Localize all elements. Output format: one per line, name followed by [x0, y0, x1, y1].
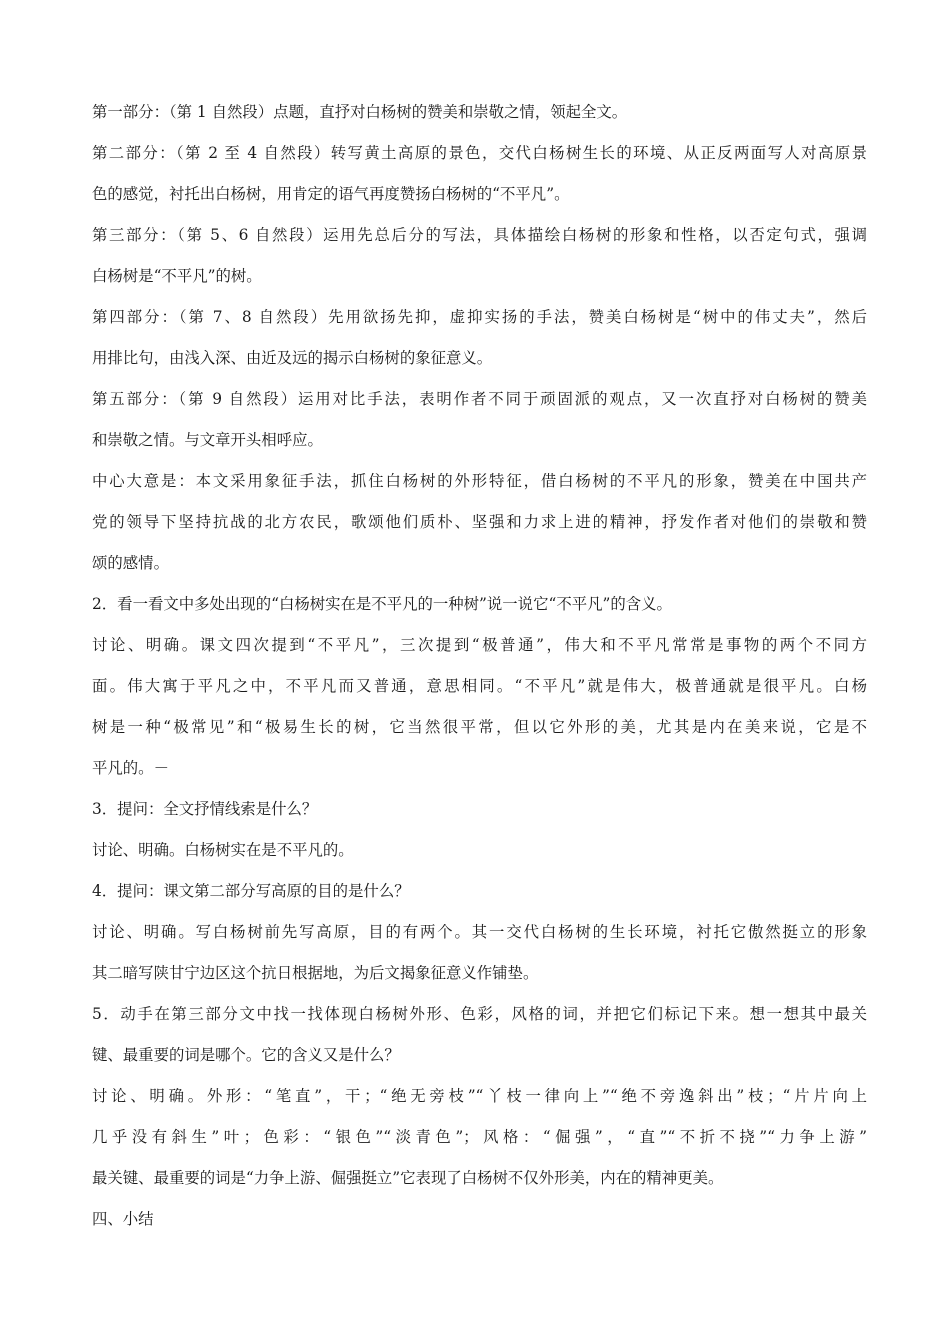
- text-line: 第三部分：（第 5、6 自然段）运用先总后分的写法，具体描绘白杨树的形象和性格，以否定句式，强调: [92, 226, 867, 244]
- section-heading: 四、小结: [92, 1210, 154, 1228]
- text-line: 几乎没有斜生”叶；色彩：“银色”“淡青色”；风格：“倔强”，“直”“不折不挠”“力争上游”: [92, 1128, 867, 1146]
- text-line: 树是一种“极常见”和“极易生长的树，它当然很平常，但以它外形的美，尤其是内在美来说，它是不: [92, 718, 867, 736]
- text-line: 白杨树是“不平凡”的树。: [92, 267, 262, 285]
- text-line: 4．提问：课文第二部分写高原的目的是什么？: [92, 882, 410, 900]
- text-line: 和崇敬之情。与文章开头相呼应。: [92, 431, 323, 449]
- text-line: 颂的感情。: [92, 554, 169, 572]
- text-line: 色的感觉，衬托出白杨树，用肯定的语气再度赞扬白杨树的“不平凡”。: [92, 185, 570, 203]
- text-line: 5．动手在第三部分文中找一找体现白杨树外形、色彩，风格的词，并把它们标记下来。想一想其中最关: [92, 1005, 867, 1023]
- text-line: 第五部分：（第 9 自然段）运用对比手法，表明作者不同于顽固派的观点，又一次直抒对白杨树的赞美: [92, 390, 867, 408]
- text-line: 讨论、明确。外形：“笔直”，干；“绝无旁枝”“丫枝一律向上”“绝不旁逸斜出”枝；“片片向上: [92, 1087, 867, 1105]
- text-line: 最关键、最重要的词是“力争上游、倔强挺立”它表现了白杨树不仅外形美，内在的精神更美。: [92, 1169, 724, 1187]
- text-line: 讨论、明确。白杨树实在是不平凡的。: [92, 841, 354, 859]
- text-line: 第一部分：（第 1 自然段）点题，直抒对白杨树的赞美和崇敬之情，领起全文。: [92, 103, 628, 121]
- text-line: 第二部分：（第 2 至 4 自然段）转写黄土高原的景色，交代白杨树生长的环境、从正反两面写人对高原景: [92, 144, 867, 162]
- text-line: 第四部分：（第 7、8 自然段）先用欲扬先抑，虚抑实扬的手法，赞美白杨树是“树中的伟丈夫”，然后: [92, 308, 867, 326]
- text-line: 讨论、明确。写白杨树前先写高原，目的有两个。其一交代白杨树的生长环境，衬托它傲然挺立的形象: [92, 923, 867, 941]
- text-line: 中心大意是：本文采用象征手法，抓住白杨树的外形特征，借白杨树的不平凡的形象，赞美在中国共产: [92, 472, 867, 490]
- text-line: 2．看一看文中多处出现的“白杨树实在是不平凡的一种树”说一说它“不平凡”的含义。: [92, 595, 672, 613]
- text-line: 用排比句，由浅入深、由近及远的揭示白杨树的象征意义。: [92, 349, 493, 367]
- text-line: 平凡的。－: [92, 759, 169, 777]
- text-line: 其二暗写陕甘宁边区这个抗日根据地，为后文揭象征意义作铺垫。: [92, 964, 539, 982]
- document-body: [92, 92, 867, 1240]
- text-line: 键、最重要的词是哪个。它的含义又是什么？: [92, 1046, 400, 1064]
- text-line: 3．提问：全文抒情线索是什么？: [92, 800, 318, 818]
- text-line: 党的领导下坚持抗战的北方农民，歌颂他们质朴、坚强和力求上进的精神，抒发作者对他们的崇敬和赞: [92, 513, 867, 531]
- text-line: 面。伟大寓于平凡之中，不平凡而又普通，意思相同。“不平凡”就是伟大，极普通就是很平凡。白杨: [92, 677, 867, 695]
- text-line: 讨论、明确。课文四次提到“不平凡”，三次提到“极普通”，伟大和不平凡常常是事物的两个不同方: [92, 636, 867, 654]
